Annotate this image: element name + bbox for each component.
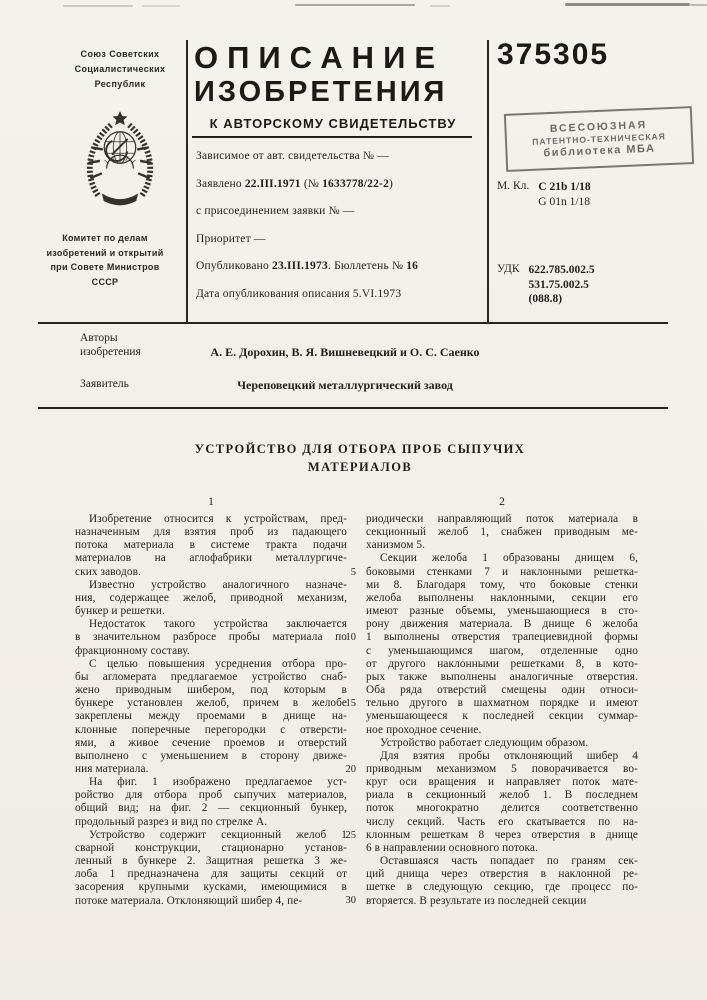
committee-name-line: Комитет по делам — [62, 233, 148, 243]
field-application-filed — [196, 178, 484, 206]
field-text: Дата опубликования описания 5.VI.1973 — [196, 287, 402, 300]
class-code-line: G 01n 1/18 — [538, 195, 591, 208]
column-number-2: 2 — [499, 496, 505, 508]
text-line: закреплены между проемами в днище на- — [75, 710, 347, 723]
committee-name — [22, 231, 188, 289]
invention-title — [75, 441, 645, 476]
text-line: риодически направляющий поток материала в — [366, 513, 638, 525]
text-line: потоке материала. Отклоняющий шибер 4, пе- — [75, 894, 303, 907]
union-name-line: Республик — [94, 79, 146, 89]
gutter-line-number: 5 — [350, 566, 356, 578]
authors-names: А. Е. Дорохин, В. Я. Вишневецкий и О. С. Саенко — [210, 345, 480, 359]
applicant-label: Заявитель — [80, 378, 129, 390]
bibliographic-fields — [196, 150, 484, 315]
field-text: 22.III.1971 — [244, 177, 301, 190]
text-line: рых также выполнены аналогичные отверстия. — [366, 670, 638, 683]
document-subtitle: К АВТОРСКОМУ СВИДЕТЕЛЬСТВУ — [209, 116, 457, 131]
text-line: назначенным для взятия проб из падающего — [75, 526, 347, 539]
udk-code-line: 622.785.002.5 — [528, 264, 595, 276]
union-name — [45, 47, 195, 92]
library-stamp — [504, 106, 694, 172]
text-line: ций днища через отверстия в наклонной ре- — [366, 868, 638, 881]
text-line: тельно другого в шахматном порядке и имеют — [366, 697, 638, 710]
horizontal-rule — [38, 322, 668, 324]
text-line: Устройство работает следующим образом. — [380, 736, 589, 749]
column-number-1: 1 — [208, 496, 214, 508]
gutter-line-number: 25 — [345, 829, 356, 841]
class-label: М. Кл. — [497, 180, 530, 192]
text-line: ройство для отбора проб сыпучих материалов, — [75, 789, 347, 802]
field-priority — [196, 233, 484, 261]
text-line: рону движения материала. В днище 6 желоба — [366, 618, 638, 631]
line-numbers — [336, 513, 358, 913]
text-line: риала в секционный желоб 1. В последнем — [366, 789, 638, 802]
committee-name-line: при Совете Министров — [50, 262, 160, 272]
text-line: бункер и решетки. — [75, 605, 165, 618]
text-line: круг оси вращения и направляет поток мате- — [366, 776, 638, 789]
scan-smudge — [142, 5, 180, 7]
text-line: ми 8. Благодаря тому, что боковые стенки — [366, 578, 638, 591]
udk-code-line: 531.75.002.5 — [528, 278, 589, 291]
text-line: секционный желоб 1, снабжен приводным ме- — [366, 526, 638, 539]
text-line: боковыми стенками 7 и наклонными решетка- — [366, 565, 638, 578]
text-line: бы агломерата предлагаемое устройство снаб- — [75, 670, 347, 683]
text-line: лоба 1 предназначена для защиты секций от — [75, 868, 347, 881]
text-line: жено приводным шибером, под которым в — [75, 684, 347, 697]
invention-title-line: УСТРОЙСТВО ДЛЯ ОТБОРА ПРОБ СЫПУЧИХ — [194, 442, 526, 456]
scan-smudge — [430, 5, 450, 7]
text-column-1 — [75, 513, 347, 908]
document-title-line1: ОПИСАНИЕ — [194, 40, 445, 75]
text-line: продольный разрез и вид по стрелке А. — [75, 815, 268, 828]
field-text: ) — [389, 177, 394, 190]
text-line: вторяется. В результате из последней секции — [366, 894, 587, 907]
text-line: засорения крупными кусками, имеющимися в — [75, 881, 347, 894]
text-line: числу секций. Часть его скатывается по на- — [366, 815, 638, 828]
text-line: ских заводов. — [75, 565, 141, 578]
invention-title-line: МАТЕРИАЛОВ — [307, 459, 413, 474]
udk-block — [497, 263, 595, 307]
text-line: шетке в следующую секцию, где процесс по- — [366, 881, 638, 894]
applicant-name: Череповецкий металлургический завод — [237, 378, 453, 392]
committee-name-line: СССР — [91, 276, 119, 287]
patent-number: 375305 — [497, 38, 610, 71]
text-line: На фиг. 1 изображено предлагаемое уст- — [89, 776, 347, 789]
text-line: желоба выполнены наклонными, секции его — [366, 591, 638, 604]
field-text: Приоритет — — [196, 232, 266, 245]
text-line: Оба ряда отверстий смещены один относи- — [366, 684, 638, 697]
text-line: Устройство содержит секционный желоб 1 — [89, 828, 347, 841]
text-column-2 — [366, 513, 638, 908]
field-joined-application — [196, 205, 484, 233]
text-line: С целью повышения усреднения отбора про- — [89, 657, 347, 670]
text-line: 6 в направлении основного потока. — [366, 841, 538, 854]
text-line: 1 выполнены отверстия трапециевидной формы — [366, 631, 638, 644]
text-line: Известно устройство аналогичного назначе- — [89, 578, 347, 591]
vertical-rule — [186, 40, 188, 322]
text-line: от другого наклонными решетками 8, в кото- — [366, 657, 638, 670]
text-line: бункере установлен желоб, причем в желобе — [75, 697, 347, 710]
text-line: выполнено с уменьшением в сторону движе- — [75, 749, 347, 762]
text-line: Секции желоба 1 образованы днищем 6, — [380, 552, 638, 565]
field-text: 16 — [406, 260, 419, 272]
scan-smudge — [690, 4, 707, 6]
gutter-line-number: 30 — [345, 895, 356, 907]
text-line: сварной конструкции, стационарно установ- — [75, 841, 347, 854]
scan-smudge — [565, 3, 690, 6]
ussr-emblem-icon — [77, 109, 163, 209]
text-line: потока материала в системе тракта подачи — [75, 539, 347, 552]
library-stamp-line: библиотека МБА — [543, 142, 656, 160]
scan-smudge — [295, 4, 415, 6]
text-line: имеют разные объемы, уменьшающиеся в сто- — [366, 605, 638, 618]
union-name-line: Союз Советских — [80, 49, 160, 59]
committee-name-line: изобретений и открытий — [46, 247, 164, 258]
text-line: уменьшающееся к последней секции суммар- — [366, 710, 638, 723]
field-description-pub-date — [196, 288, 484, 316]
class-code-line: C 21b 1/18 — [538, 181, 591, 193]
subtitle-rule — [192, 136, 472, 138]
classification-block — [497, 180, 591, 209]
text-line: ния материала. — [75, 762, 149, 775]
union-name-line: Социалистических — [74, 64, 166, 74]
text-line: фракционному составу. — [75, 644, 190, 657]
field-text: 23.III.1973 — [272, 260, 328, 272]
field-text: (№ — [300, 177, 323, 190]
gutter-line-number: 10 — [345, 632, 356, 644]
field-text: с присоединением заявки № — — [196, 205, 355, 217]
udk-label: УДК — [497, 263, 520, 275]
library-stamp-line: ВСЕСОЮЗНАЯ — [549, 118, 648, 136]
text-line: поток многократно делится соответственно — [366, 802, 638, 815]
field-text: Опубликовано — [196, 260, 273, 272]
class-codes — [538, 180, 590, 209]
authors-label-line: изобретения — [80, 345, 141, 358]
text-line: Недостаток такого устройства заключается — [89, 618, 347, 631]
field-text: Заявлено — [196, 177, 245, 190]
text-line: Для взятия пробы отклоняющий шибер 4 — [380, 749, 638, 762]
udk-code-line: (088.8) — [528, 293, 563, 305]
text-line: ханизмом 5. — [366, 539, 426, 552]
text-line: Изобретение относится к устройствам, пред- — [89, 513, 347, 525]
document-title-line2: ИЗОБРЕТЕНИЯ — [194, 76, 448, 108]
udk-codes — [529, 263, 595, 307]
text-line: клонным решеткам 8 через отверстия в днище — [366, 828, 638, 841]
text-line: в значительном разбросе пробы материала по — [75, 631, 347, 644]
gutter-line-number: 15 — [345, 698, 356, 710]
text-line: ния, содержащее желоб, приводной механизм, — [75, 591, 347, 604]
text-line: материалов на аглофабрики металлургиче- — [75, 552, 347, 565]
field-text: . Бюллетень № — [327, 260, 407, 272]
library-stamp-line: ПАТЕНТНО-ТЕХНИЧЕСКАЯ — [532, 131, 666, 147]
text-line: приводным механизмом 5 поворачивается во- — [366, 762, 638, 775]
field-published — [196, 260, 484, 288]
text-line: Оставшаяся часть попадает по граням сек- — [380, 855, 638, 868]
text-line: общий вид; на фиг. 2 — секционный бункер, — [75, 802, 347, 815]
text-line: ями, а живое сечение проемов и отверстий — [75, 736, 347, 749]
text-line: с уменьшающимся шагом, отделенные одно — [366, 644, 638, 657]
field-text: Зависимое от авт. свидетельства № — — [196, 150, 390, 162]
gutter-line-number: 20 — [345, 763, 356, 775]
vertical-rule — [487, 40, 489, 322]
field-text: 1633778/22-2 — [322, 177, 390, 190]
text-line: клонные поперечные перегородки с отверсти- — [75, 723, 347, 736]
text-line: ленный в бункере 2. Защитная решетка 3 же- — [75, 855, 347, 868]
scan-smudge — [63, 5, 133, 7]
field-dependent-certificate — [196, 150, 484, 178]
text-line: ное проходное сечение. — [366, 723, 482, 736]
authors-label-line: Авторы — [80, 332, 118, 344]
horizontal-rule — [38, 407, 668, 409]
